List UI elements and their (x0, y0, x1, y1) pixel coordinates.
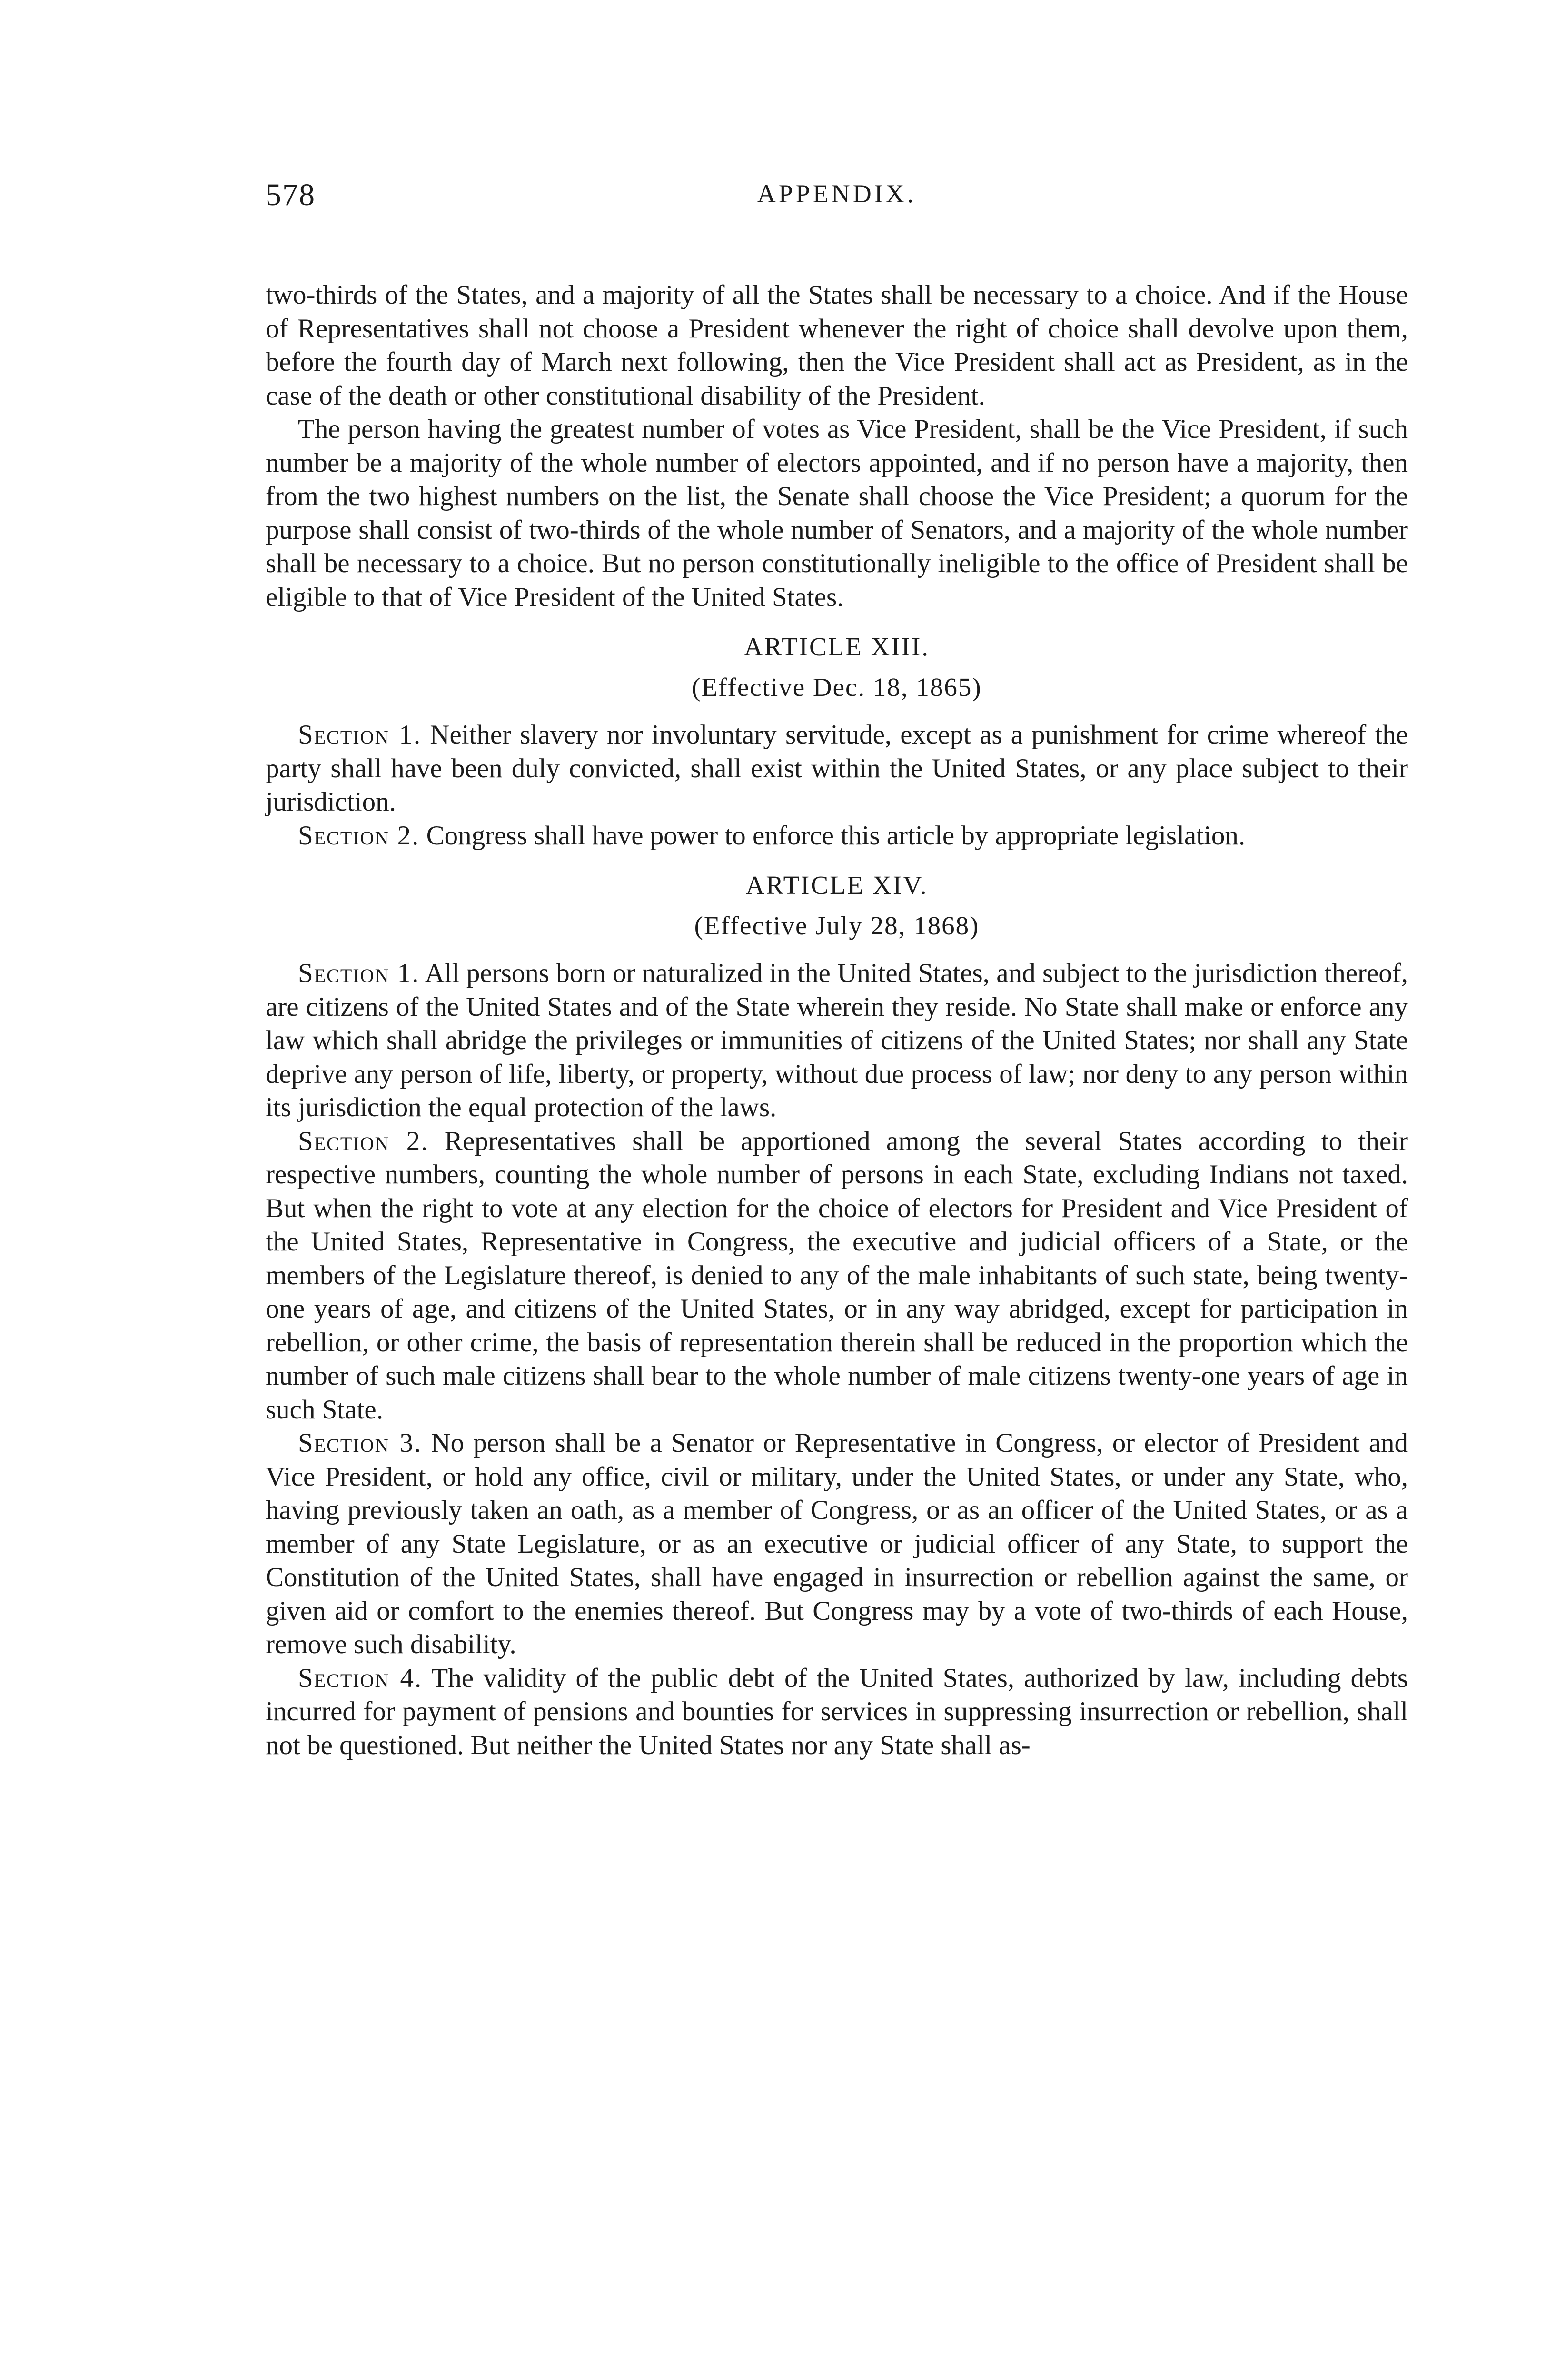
section-text: Neither slavery nor involuntary servitude, except as a punishment for crime whereof the party shall have been duly convicted, shall exist within the United States, or any place subject to their jurisdiction. (266, 720, 1408, 817)
section-label: Section 2. (298, 820, 420, 851)
article-xiv-title: ARTICLE XIV. (745, 871, 928, 900)
article-xiii-section-1 (266, 718, 1408, 819)
article-xiv-section-3 (266, 1427, 1408, 1662)
article-xiii-effective-date: (Effective Dec. 18, 1865) (692, 672, 982, 702)
section-label: Section 3. (298, 1428, 422, 1458)
page-header (266, 177, 1408, 225)
section-label: Section 1. (298, 720, 422, 750)
section-label: Section 4. (298, 1663, 423, 1693)
section-text: The validity of the public debt of the United States, authorized by law, including debts incurred for payment of pensions and bounties for services in suppressing insurrection or rebellion, shall not be questioned. But neither the United States nor any State shall as- (266, 1663, 1408, 1760)
section-label: Section 2. (298, 1126, 429, 1156)
section-text: Congress shall have power to enforce this article by appropriate legislation. (426, 820, 1246, 851)
page-number: 578 (266, 178, 316, 212)
section-text: Representatives shall be apportioned among the several States according to their respective numbers, counting the whole number of persons in each State, excluding Indians not taxed. But when the right to vote at any election for the choice of electors for President and Vice President of the United States, Representative in Congress, the executive and judicial officers of a State, or the members of the Legislature thereof, is denied to any of the male inhabitants of such state, being twenty-one years of age, and citizens of the United States, or in any way abridged, except for participation in rebellion, or other crime, the basis of representation therein shall be reduced in the proportion which the number of such male citizens shall bear to the whole number of male citizens twenty-one years of age in such State. (266, 1126, 1408, 1425)
body-text (266, 278, 1408, 1762)
article-xiv-effective-date: (Effective July 28, 1868) (694, 911, 980, 940)
article-xiv-section-4 (266, 1662, 1408, 1763)
section-text: All persons born or naturalized in the United States, and subject to the jurisdiction thereof, are citizens of the United States and of the State wherein they reside. No State shall make or enforce any law which shall abridge the privileges or immunities of citizens of the United States; nor shall any State deprive any person of life, liberty, or property, without due process of law; nor deny to any person within its jurisdiction the equal protection of the laws. (266, 958, 1408, 1122)
running-head: APPENDIX. (757, 179, 917, 208)
article-xiv-section-1 (266, 957, 1408, 1125)
section-text: No person shall be a Senator or Representative in Congress, or elector of President and Vice President, or hold any office, civil or military, under the United States, or under any State, who, having previously taken an oath, as a member of Congress, or as an officer of the United States, or as a member of any State Legislature, or as an executive or judicial officer of any State, to support the Constitution of the United States, shall have engaged in insurrection or rebellion against the same, or given aid or comfort to the enemies thereof. But Congress may by a vote of two-thirds of each House, remove such disability. (266, 1428, 1408, 1659)
article-xiii-section-2 (266, 819, 1408, 853)
vice-president-paragraph: The person having the greatest number of votes as Vice President, shall be the Vice President, if such number be a majority of the whole number of electors appointed, and if no person have a majority, then from the two highest numbers on the list, the Senate shall choose the Vice President; a quorum for the purpose shall consist of two-thirds of the whole number of Senators, and a majority of the whole number shall be necessary to a choice. But no person constitutionally ineligible to the office of President shall be eligible to that of Vice President of the United States. (266, 414, 1408, 612)
article-xiv-section-2 (266, 1125, 1408, 1427)
section-label: Section 1. (298, 958, 420, 988)
article-xiii-title: ARTICLE XIII. (743, 632, 930, 661)
continued-paragraph: two-thirds of the States, and a majority of all the States shall be necessary to a choice. And if the House of Representatives shall not choose a President whenever the right of choice shall devolve upon them, before the fourth day of March next following, then the Vice President shall act as President, as in the case of the death or other constitutional disability of the President. (266, 280, 1408, 411)
